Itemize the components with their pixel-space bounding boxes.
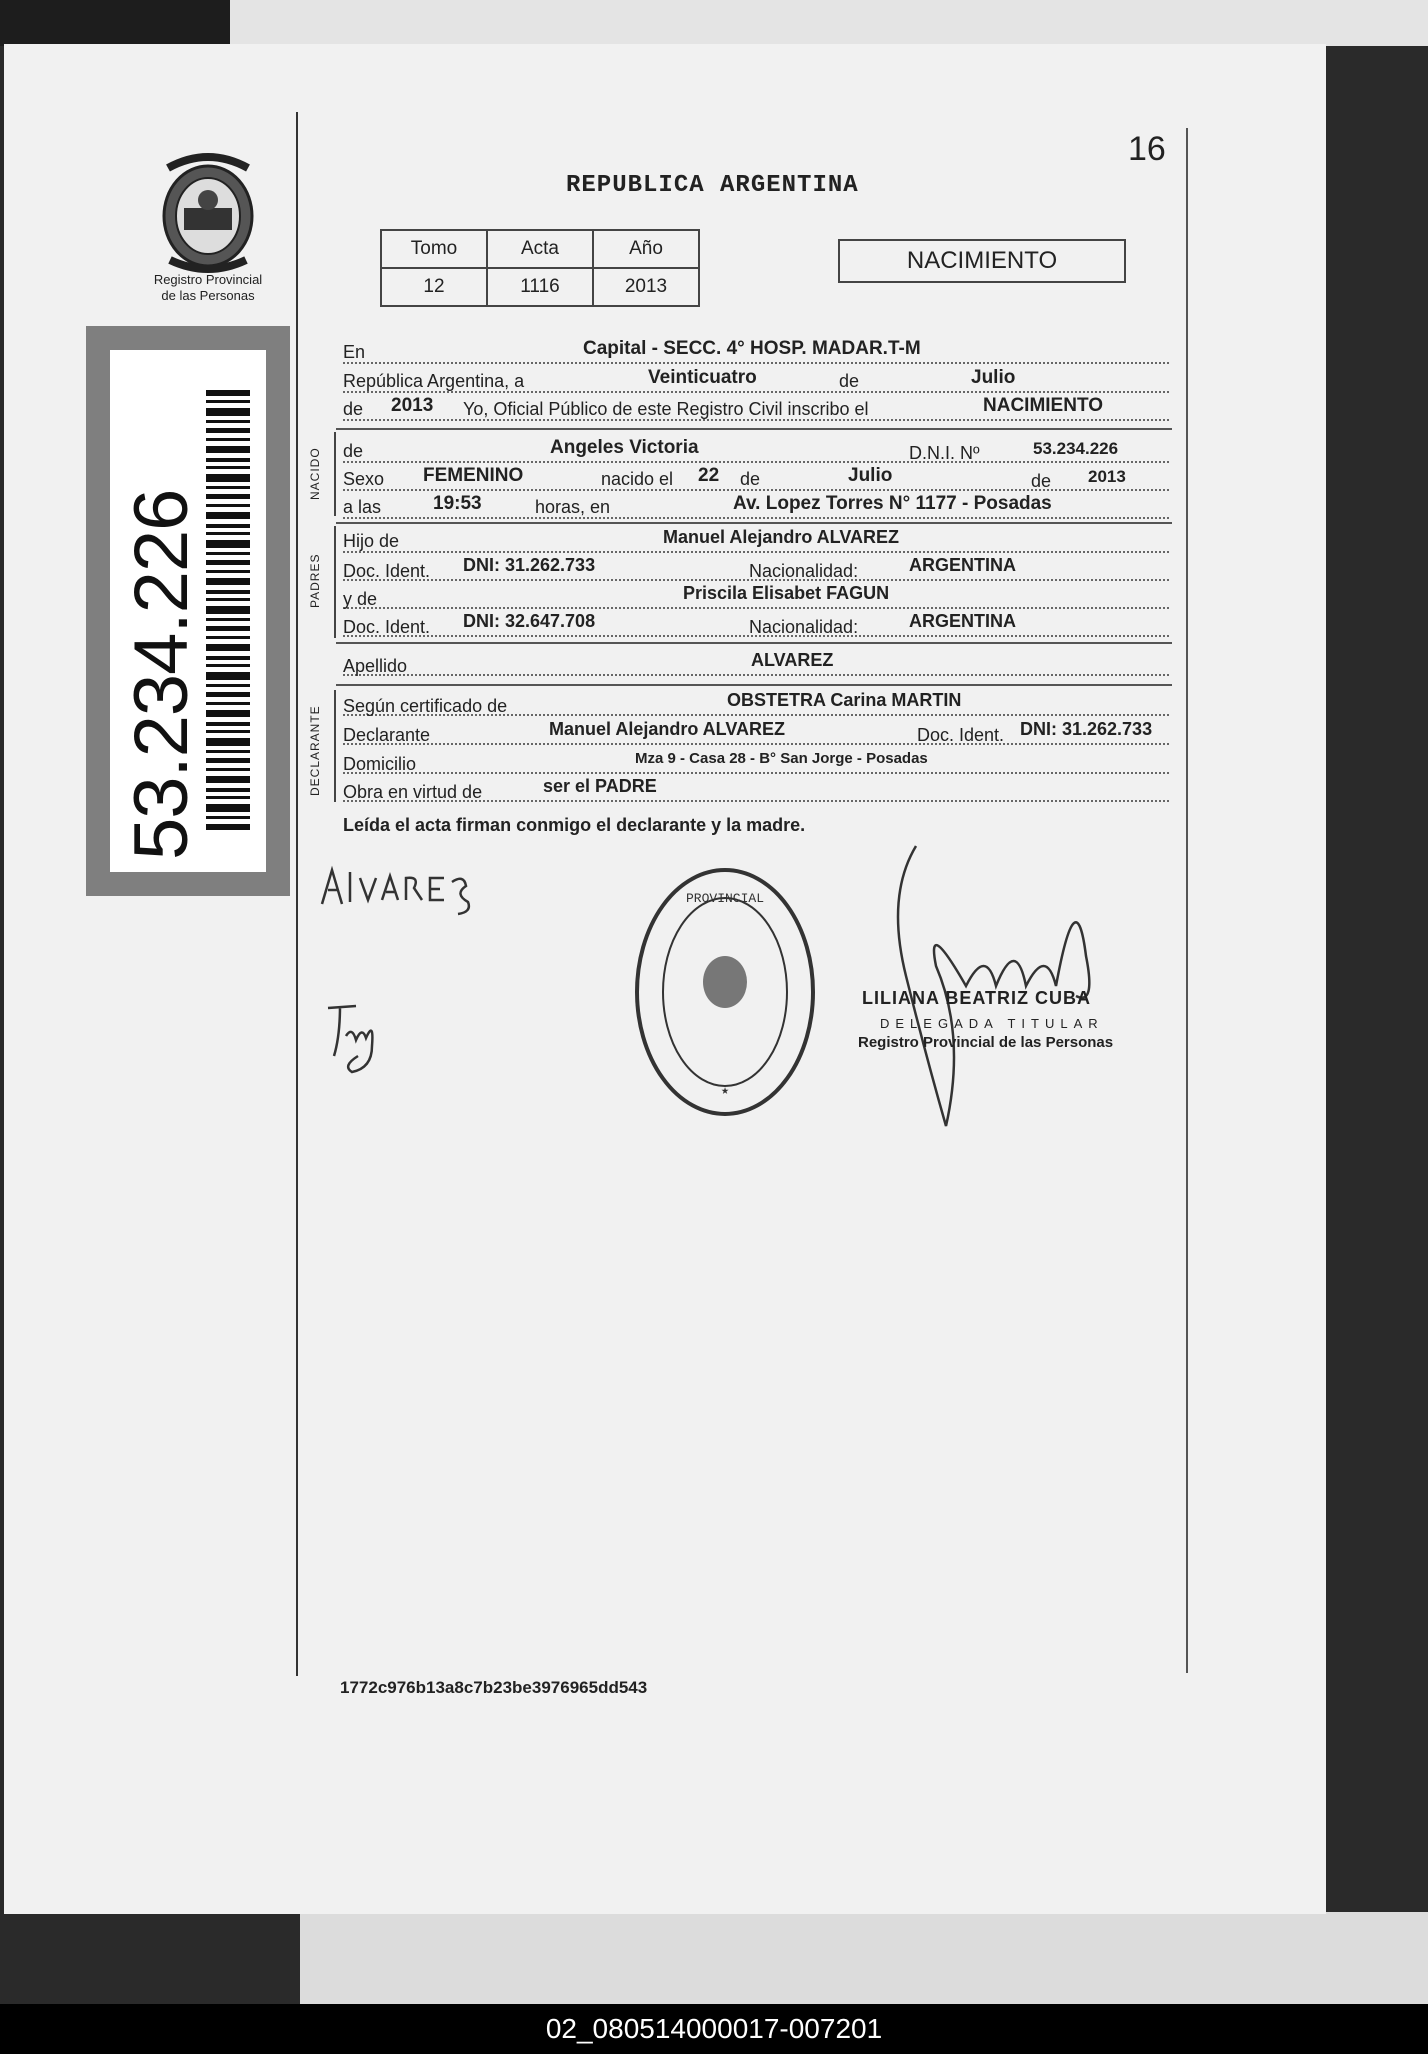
- label-de-month: de: [839, 371, 860, 391]
- label-en: En: [343, 342, 366, 362]
- label-nacido-el: nacido el: [601, 469, 674, 489]
- value-declarant-doc: DNI: 31.262.733: [1020, 719, 1153, 739]
- record-table: [380, 229, 700, 307]
- label-domicilio: Domicilio: [343, 754, 417, 774]
- value-declarant: Manuel Alejandro ALVAREZ: [549, 719, 786, 739]
- scan-file-id: 02_080514000017-007201: [0, 2004, 1428, 2054]
- row-time-place: [343, 493, 1169, 521]
- value-sex: FEMENINO: [423, 465, 524, 486]
- row-mother: [343, 583, 1169, 611]
- right-margin-rule: [1186, 128, 1188, 1673]
- value-year: 2013: [391, 395, 434, 416]
- svg-text:PROVINCIAL: PROVINCIAL: [685, 891, 765, 906]
- horizontal-rule: [336, 428, 1172, 430]
- value-birth-month: Julio: [848, 465, 893, 486]
- barcode-graphic: [206, 390, 250, 830]
- label-de-b1: de: [740, 469, 761, 489]
- record-header-tomo: Tomo: [381, 230, 487, 268]
- value-record-kind: NACIMIENTO: [983, 395, 1103, 416]
- label-doc-ident-2: Doc. Ident.: [343, 617, 431, 637]
- value-day-words: Veinticuatro: [648, 367, 757, 388]
- value-father: Manuel Alejandro ALVAREZ: [663, 527, 900, 547]
- dotted-line: [343, 743, 1169, 745]
- id-barcode-inner: [110, 350, 266, 872]
- row-surname: [343, 650, 1169, 678]
- row-name: [343, 437, 1169, 465]
- record-value-anio: 2013: [593, 268, 699, 306]
- label-nacionalidad: Nacionalidad:: [749, 561, 859, 581]
- section-rule-padres: [334, 526, 336, 638]
- closing-statement: Leída el acta firman conmigo el declarante y la madre.: [343, 815, 806, 835]
- row-date: [343, 367, 1169, 395]
- value-certificate: OBSTETRA Carina MARTIN: [727, 690, 962, 710]
- handwritten-signature-mother: [322, 996, 402, 1076]
- dotted-line: [343, 517, 1169, 519]
- record-type-box: NACIMIENTO: [838, 239, 1126, 283]
- record-value-acta: 1116: [487, 268, 593, 306]
- scan-background: [300, 1912, 1428, 2004]
- value-father-nat: ARGENTINA: [909, 555, 1016, 575]
- label-doc-ident: Doc. Ident.: [343, 561, 431, 581]
- official-org: Registro Provincial de las Personas: [858, 1034, 1114, 1051]
- record-header-acta: Acta: [487, 230, 593, 268]
- value-mother: Priscila Elisabet FAGUN: [683, 583, 890, 603]
- label-republica: República Argentina, a: [343, 371, 525, 391]
- value-father-doc: DNI: 31.262.733: [463, 555, 596, 575]
- dotted-line: [343, 551, 1169, 553]
- row-father-doc: [343, 555, 1169, 583]
- svg-text:★: ★: [721, 1083, 729, 1098]
- id-number-vertical: 53.234.226: [119, 489, 204, 860]
- horizontal-rule: [336, 684, 1172, 686]
- value-place: Capital - SECC. 4° HOSP. MADAR.T-M: [583, 338, 921, 359]
- row-father: [343, 527, 1169, 555]
- row-birth: [343, 465, 1169, 493]
- scan-top-dark: [0, 0, 230, 46]
- document-title: REPUBLICA ARGENTINA: [566, 172, 859, 199]
- dotted-line: [343, 674, 1169, 676]
- horizontal-rule: [336, 522, 1172, 524]
- section-rule-declarante: [334, 690, 336, 802]
- value-address: Mza 9 - Casa 28 - B° San Jorge - Posadas: [635, 750, 928, 767]
- seal-caption-line2: de las Personas: [161, 288, 255, 303]
- row-certificate: [343, 690, 1169, 718]
- official-role: DELEGADA TITULAR: [880, 1016, 1104, 1031]
- row-inscription: [343, 395, 1169, 423]
- id-barcode-panel: [86, 326, 290, 896]
- label-de-b2: de: [1031, 471, 1052, 491]
- seal-caption: [120, 272, 296, 304]
- value-month: Julio: [971, 367, 1016, 388]
- handwritten-signature-alvarez: [318, 864, 488, 924]
- page-number: 16: [1128, 130, 1166, 168]
- label-de-name: de: [343, 441, 364, 461]
- record-value-tomo: 12: [381, 268, 487, 306]
- section-rule-nacido: [334, 432, 336, 516]
- value-dni: 53.234.226: [1033, 439, 1119, 458]
- value-birth-year: 2013: [1088, 467, 1126, 486]
- label-segun: Según certificado de: [343, 696, 508, 716]
- value-acting-as: ser el PADRE: [543, 776, 657, 796]
- value-mother-doc: DNI: 32.647.708: [463, 611, 596, 631]
- section-label-padres: PADRES: [308, 553, 322, 608]
- label-de-year: de: [343, 399, 364, 419]
- row-place: [343, 338, 1169, 366]
- left-margin-rule: [296, 112, 298, 1676]
- record-header-anio: Año: [593, 230, 699, 268]
- label-declarante: Declarante: [343, 725, 431, 745]
- official-name: LILIANA BEATRIZ CUBA: [862, 988, 1091, 1008]
- label-oficial: Yo, Oficial Público de este Registro Civil inscribo el: [463, 399, 869, 419]
- registry-stamp: [630, 862, 820, 1122]
- value-mother-nat: ARGENTINA: [909, 611, 1016, 631]
- official-signature: [846, 836, 1116, 1136]
- label-horas-en: horas, en: [535, 497, 611, 517]
- record-table-header-row: [381, 230, 699, 268]
- value-name: Angeles Victoria: [550, 437, 699, 458]
- value-surname: ALVAREZ: [751, 650, 834, 670]
- value-birth-place: Av. Lopez Torres N° 1177 - Posadas: [733, 493, 1052, 514]
- row-address: [343, 748, 1169, 776]
- row-declarant: [343, 719, 1169, 747]
- label-y-de: y de: [343, 589, 378, 609]
- document-hash: 1772c976b13a8c7b23be3976965dd543: [340, 1678, 648, 1697]
- dotted-line: [343, 607, 1169, 609]
- label-obra: Obra en virtud de: [343, 782, 483, 802]
- dotted-line: [343, 362, 1169, 364]
- value-birth-day: 22: [698, 465, 720, 486]
- label-nacionalidad-2: Nacionalidad:: [749, 617, 859, 637]
- dotted-line: [343, 772, 1169, 774]
- value-time: 19:53: [433, 493, 482, 514]
- provincial-seal-logo: [150, 150, 266, 274]
- label-a-las: a las: [343, 497, 382, 517]
- record-table-value-row: [381, 268, 699, 306]
- section-label-declarante: DECLARANTE: [308, 705, 322, 796]
- label-hijo-de: Hijo de: [343, 531, 400, 551]
- horizontal-rule: [336, 642, 1172, 644]
- seal-caption-line1: Registro Provincial: [153, 272, 263, 287]
- label-doc-ident-3: Doc. Ident.: [917, 725, 1005, 745]
- row-acting-as: [343, 776, 1169, 804]
- label-dni: D.N.I. Nº: [909, 443, 980, 463]
- label-sexo: Sexo: [343, 469, 385, 489]
- row-mother-doc: [343, 611, 1169, 639]
- section-label-nacido: NACIDO: [308, 447, 322, 500]
- dotted-line: [343, 461, 1169, 463]
- label-apellido: Apellido: [343, 656, 408, 676]
